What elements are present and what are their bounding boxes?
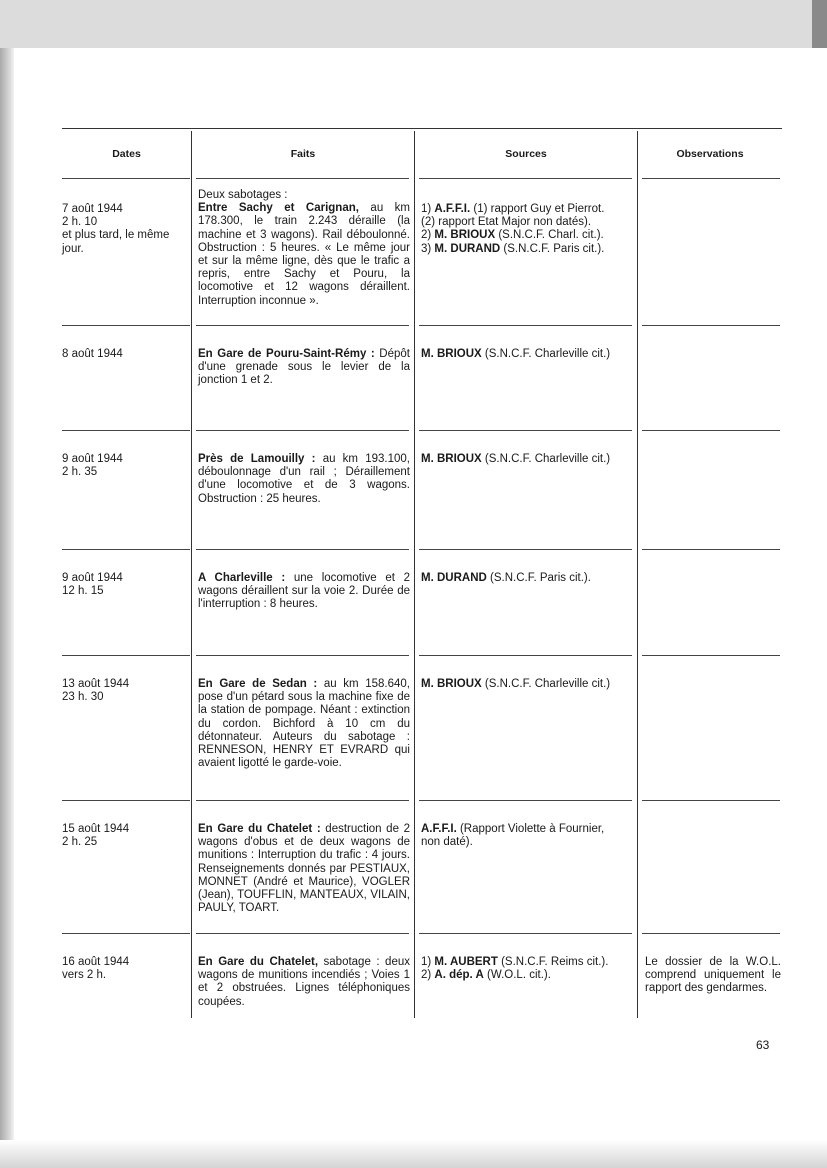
date-line: 2 h. 25 bbox=[62, 836, 98, 849]
source-line: 2) A. dép. A (W.O.L. cit.). bbox=[421, 969, 551, 982]
row-separator bbox=[419, 933, 632, 934]
row-dates bbox=[62, 453, 190, 479]
row-faits bbox=[198, 956, 410, 1009]
faits-body: au km 193.100, déboulonnage d'un rail ; Déraillement d'une locomotive et de 3 wagons. Obstruction : 25 heures. bbox=[198, 453, 410, 505]
row-sources bbox=[421, 678, 635, 691]
date-line: et plus tard, le même bbox=[62, 229, 170, 242]
faits-body: Dépôt d'une grenade sous le levier de la jonction 1 et 2. bbox=[198, 348, 410, 387]
row-sources bbox=[421, 453, 635, 466]
row-separator bbox=[642, 800, 780, 801]
source-line: 1) M. AUBERT (S.N.C.F. Reims cit.). bbox=[421, 956, 609, 968]
header-faits: Faits bbox=[290, 148, 316, 160]
row-separator bbox=[642, 655, 780, 656]
row-observations: Le dossier de la W.O.L. comprend uniquement le rapport des gendarmes. bbox=[645, 956, 781, 995]
row-separator bbox=[62, 933, 190, 934]
header-observations: Observations bbox=[676, 148, 744, 160]
date-line: 7 août 1944 bbox=[62, 203, 123, 215]
source-line: non daté). bbox=[421, 836, 473, 849]
row-separator bbox=[419, 178, 632, 179]
row-separator bbox=[642, 430, 780, 431]
row-separator bbox=[196, 549, 409, 550]
date-line: 15 août 1944 bbox=[62, 823, 130, 835]
source-line: 1) A.F.F.I. (1) rapport Guy et Pierrot. bbox=[421, 203, 605, 215]
header-dates: Dates bbox=[112, 148, 141, 160]
source-line: M. BRIOUX (S.N.C.F. Charleville cit.) bbox=[421, 348, 611, 360]
source-line: M. BRIOUX (S.N.C.F. Charleville cit.) bbox=[421, 453, 611, 465]
row-separator bbox=[642, 933, 780, 934]
table-top-rule bbox=[62, 128, 782, 129]
faits-title: En Gare du Chatelet : bbox=[198, 823, 321, 835]
row-separator bbox=[419, 655, 632, 656]
date-line: 2 h. 35 bbox=[62, 466, 98, 479]
row-sources bbox=[421, 348, 635, 361]
row-dates bbox=[62, 823, 190, 849]
row-separator bbox=[62, 655, 190, 656]
row-separator bbox=[642, 178, 780, 179]
faits-lead: Deux sabotages : bbox=[198, 189, 288, 201]
row-faits bbox=[198, 572, 410, 612]
date-line: 8 août 1944 bbox=[62, 348, 123, 360]
faits-title: En Gare de Sedan : bbox=[198, 678, 318, 690]
header-sources: Sources bbox=[505, 148, 547, 160]
row-separator bbox=[196, 178, 409, 179]
faits-body: une locomotive et 2 wagons déraillent sur la voie 2. Durée de l'interruption : 8 heures. bbox=[198, 572, 410, 611]
faits-body: sabotage : deux wagons de munitions incendiés ; Voies 1 et 2 obstruées. Lignes téléphoniques coupées. bbox=[198, 956, 410, 1008]
row-separator bbox=[419, 430, 632, 431]
date-line: vers 2 h. bbox=[62, 969, 107, 982]
row-separator bbox=[642, 549, 780, 550]
row-sources bbox=[421, 572, 635, 585]
date-line: 12 h. 15 bbox=[62, 585, 104, 598]
source-line: (2) rapport Etat Major non datés). bbox=[421, 216, 592, 229]
scan-right-edge bbox=[812, 0, 827, 48]
faits-title: A Charleville : bbox=[198, 572, 286, 584]
row-dates bbox=[62, 572, 190, 598]
faits-title: Entre Sachy et Carignan, bbox=[198, 202, 359, 215]
date-line: 23 h. 30 bbox=[62, 691, 104, 704]
row-separator bbox=[62, 549, 190, 550]
row-faits bbox=[198, 823, 410, 915]
column-divider-sources bbox=[637, 131, 638, 1018]
faits-body: au km 178.300, le train 2.243 déraille (la machine et 3 wagons). Rail déboulonné. Obstruction : 5 heures. « Le même jour et sur la même ligne, dès que le trafic a repris, entre Sachy et Pouru, la locomotive et 12 wagons déraillent. Interruption inconnue ». bbox=[198, 202, 411, 307]
row-separator bbox=[419, 800, 632, 801]
row-dates bbox=[62, 348, 190, 361]
row-separator bbox=[62, 325, 190, 326]
date-line: 9 août 1944 bbox=[62, 453, 123, 465]
row-separator bbox=[62, 800, 190, 801]
row-faits bbox=[198, 189, 410, 308]
source-line: 3) M. DURAND (S.N.C.F. Paris cit.). bbox=[421, 242, 605, 255]
column-divider-dates bbox=[191, 131, 192, 1018]
row-faits bbox=[198, 453, 410, 506]
row-separator bbox=[196, 325, 409, 326]
row-separator bbox=[419, 325, 632, 326]
source-line: M. DURAND (S.N.C.F. Paris cit.). bbox=[421, 572, 591, 584]
faits-title: En Gare du Chatelet, bbox=[198, 956, 319, 968]
date-line: 9 août 1944 bbox=[62, 572, 123, 584]
row-sources bbox=[421, 823, 635, 849]
date-line: 16 août 1944 bbox=[62, 956, 130, 968]
source-line: 2) M. BRIOUX (S.N.C.F. Charl. cit.). bbox=[421, 229, 604, 242]
row-separator bbox=[642, 325, 780, 326]
date-line: 2 h. 10 bbox=[62, 216, 98, 229]
row-dates bbox=[62, 678, 190, 704]
row-separator bbox=[196, 430, 409, 431]
scan-top-band bbox=[0, 0, 827, 48]
row-dates bbox=[62, 203, 190, 256]
row-sources bbox=[421, 956, 635, 982]
faits-body: destruction de 2 wagons d'obus et de deux wagons de munitions : Interruption du trafic : 4 jours. Renseignements donnés par PESTIAUX, MONNET (André et Maurice), VOGLER (Jean), TOUFFLIN, MANTEAUX, VILAIN, PAULY, TOART. bbox=[198, 823, 410, 915]
row-sources bbox=[421, 203, 635, 256]
row-separator bbox=[62, 430, 190, 431]
source-line: A.F.F.I. (Rapport Violette à Fournier, bbox=[421, 823, 605, 835]
source-line: M. BRIOUX (S.N.C.F. Charleville cit.) bbox=[421, 678, 611, 690]
row-faits bbox=[198, 348, 410, 388]
row-separator bbox=[419, 549, 632, 550]
date-line: 13 août 1944 bbox=[62, 678, 130, 690]
page-number: 63 bbox=[756, 1038, 770, 1052]
row-separator bbox=[196, 655, 409, 656]
row-separator bbox=[62, 178, 190, 179]
faits-title: En Gare de Pouru-Saint-Rémy : bbox=[198, 348, 375, 360]
faits-title: Près de Lamouilly : bbox=[198, 453, 316, 465]
scan-bottom-shadow bbox=[0, 1140, 827, 1168]
row-separator bbox=[196, 933, 409, 934]
column-divider-faits bbox=[414, 131, 415, 1018]
faits-body: au km 158.640, pose d'un pétard sous la machine fixe de la station de pompage. Néant : extinction du cordon. Bichford à 10 cm du détonnateur. Auteurs du sabotage : RENNESON, HENRY ET EVRARD qui avaient ligotté le garde-voie. bbox=[198, 678, 410, 770]
row-separator bbox=[196, 800, 409, 801]
book-gutter-shadow bbox=[0, 48, 14, 1168]
row-dates bbox=[62, 956, 190, 982]
date-line: jour. bbox=[62, 242, 84, 255]
row-faits bbox=[198, 678, 410, 770]
